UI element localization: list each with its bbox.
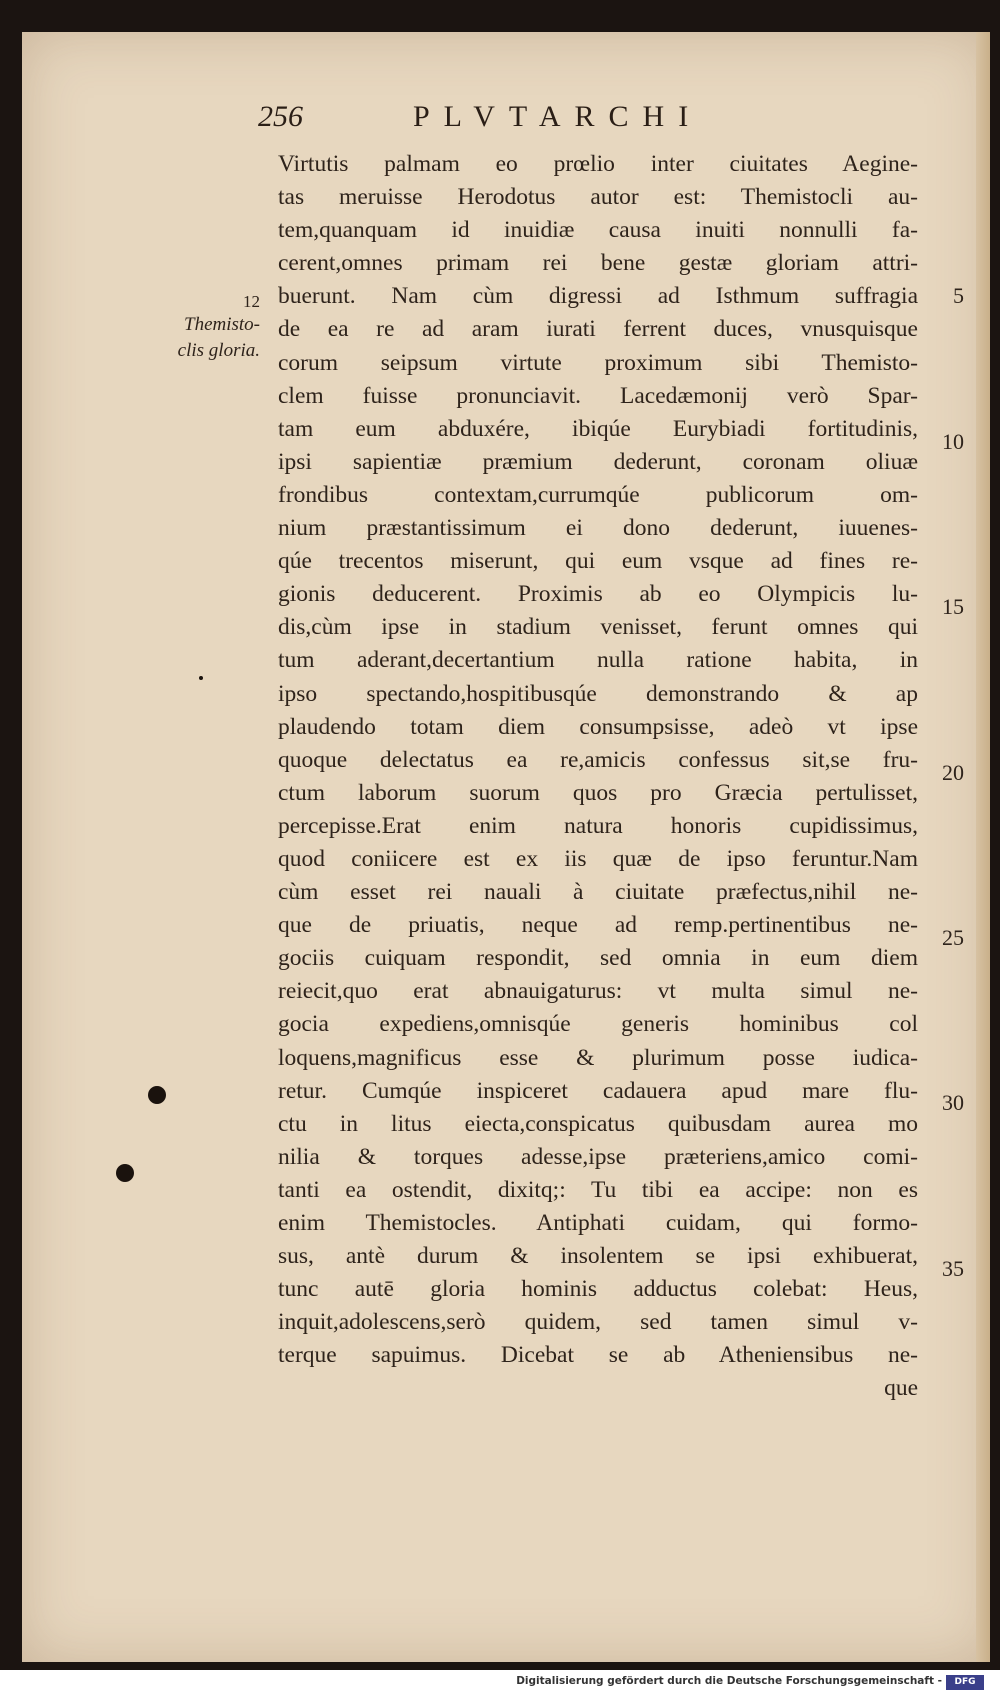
page-edge xyxy=(976,32,990,1662)
text-line: qúe trecentos miserunt, qui eum vsque ad fines re- xyxy=(278,548,918,575)
running-title: PLVTARCHI xyxy=(413,100,703,133)
text-line: tas meruisse Herodotus autor est: Themistocli au- xyxy=(278,184,918,211)
margin-note xyxy=(150,292,260,364)
text-line: nilia & torques adesse,ipse præteriens,amico comi- xyxy=(278,1143,918,1170)
text-line: loquens,magnificus esse & plurimum posse iudica- xyxy=(278,1044,918,1071)
ink-blot xyxy=(148,1086,166,1104)
line-number: 35 xyxy=(942,1256,964,1281)
footer-credit: Digitalisierung gefördert durch die Deutsche Forschungsgemeinschaft - xyxy=(516,1675,942,1687)
line-number: 20 xyxy=(942,760,964,785)
text-line: reiecit,quo erat abnauigaturus: vt multa simul ne- xyxy=(278,978,918,1005)
running-head xyxy=(258,100,818,140)
main-text xyxy=(278,148,918,1406)
text-line: frondibus contextam,currumqúe publicorum om- xyxy=(278,481,918,508)
text-line: sus, antè durum & insolentem se ipsi exhibuerat, xyxy=(278,1243,918,1270)
page-number: 256 xyxy=(258,100,303,133)
margin-note-number: 12 xyxy=(243,292,260,311)
text-line: quod coniicere est ex iis quæ de ipso feruntur.Nam xyxy=(278,845,918,872)
text-line: ipso spectando,hospitibusqúe demonstrando & ap xyxy=(278,680,918,707)
text-line: cerent,omnes primam rei bene gestæ gloriam attri- xyxy=(278,250,918,277)
text-line: tum aderant,decertantium nulla ratione habita, in xyxy=(278,647,918,674)
footer xyxy=(0,1672,1000,1695)
margin-gloss-line: clis gloria. xyxy=(177,340,260,361)
text-line: inquit,adolescens,serò quidem, sed tamen simul v- xyxy=(278,1309,918,1336)
text-line: tam eum abduxére, ibiqúe Eurybiadi fortitudinis, xyxy=(278,415,918,442)
text-line: gocia expediens,omnisqúe generis hominibus col xyxy=(278,1011,918,1038)
text-line: cùm esset rei nauali à ciuitate præfectus,nihil ne- xyxy=(278,879,918,906)
text-line: plaudendo totam diem consumpsisse, adeò vt ipse xyxy=(278,713,918,740)
line-number: 5 xyxy=(953,283,964,308)
text-line: buerunt. Nam cùm digressi ad Isthmum suffragia xyxy=(278,283,918,310)
text-line: enim Themistocles. Antiphati cuidam, qui formo- xyxy=(278,1210,918,1236)
text-line: ctum laborum suorum quos pro Græcia pertulisset, xyxy=(278,779,918,806)
text-line: nium præstantissimum ei dono dederunt, iuuenes- xyxy=(278,515,918,542)
text-line: corum seipsum virtute proximum sibi Themisto- xyxy=(278,349,918,376)
text-line: gociis cuiquam respondit, sed omnia in eum diem xyxy=(278,945,918,972)
text-line: tunc autē gloria hominis adductus colebat: Heus, xyxy=(278,1276,918,1303)
text-line: retur. Cumqúe inspiceret cadauera apud mare flu- xyxy=(278,1077,918,1104)
margin-gloss-line: Themisto- xyxy=(184,314,260,335)
text-line: ipsi sapientiæ præmium dederunt, coronam oliuæ xyxy=(278,448,918,475)
catchword: que xyxy=(884,1375,918,1402)
text-line: ctu in litus eiecta,conspicatus quibusdam aurea mo xyxy=(278,1110,918,1137)
text-line: que de priuatis, neque ad remp.pertinentibus ne- xyxy=(278,912,918,939)
text-line: dis,cùm ipse in stadium venisset, ferunt omnes qui xyxy=(278,614,918,641)
text-line: quoque delectatus ea re,amicis confessus sit,se fru- xyxy=(278,746,918,773)
line-number: 30 xyxy=(942,1090,964,1115)
text-line: Virtutis palmam eo prœlio inter ciuitates Aegine- xyxy=(278,151,918,177)
text-line: gionis deducerent. Proximis ab eo Olympicis lu- xyxy=(278,581,918,608)
ink-speck xyxy=(199,676,203,680)
line-number: 25 xyxy=(942,925,964,950)
text-line: clem fuisse pronunciavit. Lacedæmonij verò Spar- xyxy=(278,382,918,409)
text-line: percepisse.Erat enim natura honoris cupidissimus, xyxy=(278,812,918,839)
text-line: tanti ea ostendit, dixitq;: Tu tibi ea accipe: non es xyxy=(278,1176,918,1203)
ink-blot xyxy=(116,1164,134,1182)
text-line: terque sapuimus. Dicebat se ab Atheniensibus ne- xyxy=(278,1342,918,1369)
line-number: 15 xyxy=(942,594,964,619)
dfg-logo: DFG xyxy=(946,1675,984,1690)
line-number: 10 xyxy=(942,429,964,454)
text-line: de ea re ad aram iurati ferrent duces, vnusquisque xyxy=(278,316,918,343)
text-line: tem,quanquam id inuidiæ causa inuiti nonnulli fa- xyxy=(278,217,918,244)
